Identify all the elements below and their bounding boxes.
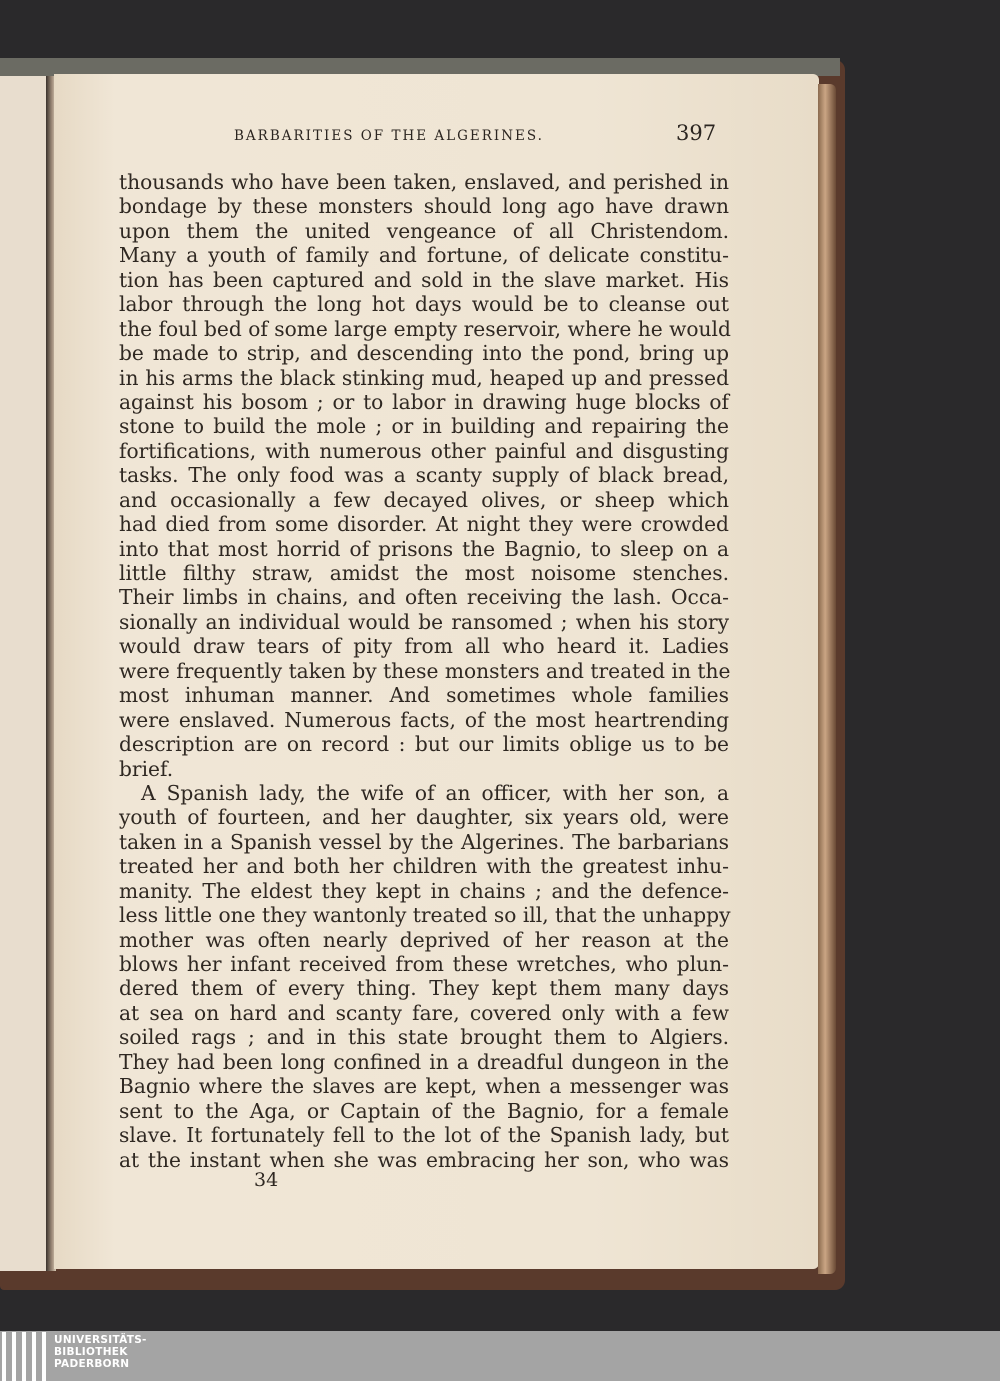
library-name-line: BIBLIOTHEK [54, 1346, 128, 1358]
text-line: Many a youth of family and fortune, of delicate constitu- [119, 243, 729, 268]
left-page-edge [0, 76, 49, 1271]
text-line: the foul bed of some large empty reservoir, where he would [119, 316, 731, 341]
text-line: manity. The eldest they kept in chains ; and the defence- [119, 878, 729, 903]
page-number: 397 [676, 121, 717, 145]
text-line: labor through the long hot days would be to cleanse out [119, 292, 729, 317]
text-line: mother was often nearly deprived of her reason at the [119, 927, 729, 952]
text-line: little filthy straw, amidst the most noisome stenches. [119, 561, 729, 585]
library-footer [0, 1331, 1000, 1381]
text-line: and occasionally a few decayed olives, or sheep which [119, 487, 729, 512]
text-line: less little one they wantonly treated so ill, that the unhappy [119, 903, 731, 928]
library-name [54, 1334, 147, 1370]
page-edges [818, 84, 836, 1274]
text-line: They had been long confined in a dreadful dungeon in the [119, 1049, 729, 1074]
running-title: BARBARITIES OF THE ALGERINES. [234, 128, 544, 144]
text-line: were enslaved. Numerous facts, of the most heartrending [119, 707, 729, 732]
text-line: sent to the Aga, or Captain of the Bagnio, for a female [119, 1098, 729, 1123]
body-text [119, 170, 729, 1172]
page-header [234, 121, 734, 148]
text-line: thousands who have been taken, enslaved, and perished in [119, 170, 729, 194]
text-line: into that most horrid of prisons the Bagnio, to sleep on a [119, 536, 729, 561]
text-line: description are on record : but our limits oblige us to be [119, 732, 729, 757]
library-name-line: PADERBORN [54, 1358, 130, 1370]
text-line: sionally an individual would be ransomed ; when his story [119, 609, 729, 634]
text-line: against his bosom ; or to labor in drawing huge blocks of [119, 389, 729, 414]
text-line: Their limbs in chains, and often receiving the lash. Occa- [119, 585, 729, 610]
text-line: stone to build the mole ; or in building and repairing the [119, 414, 729, 439]
text-line: would draw tears of pity from all who heard it. Ladies [119, 634, 729, 659]
text-line: had died from some disorder. At night they were crowded [119, 512, 729, 537]
text-line: A Spanish lady, the wife of an officer, with her son, a [141, 780, 729, 805]
text-line: upon them the united vengeance of all Christendom. [119, 218, 729, 243]
text-line: youth of fourteen, and her daughter, six years old, were [119, 805, 729, 830]
library-name-line: UNIVERSITÄTS- [54, 1334, 147, 1346]
text-line: soiled rags ; and in this state brought them to Algiers. [119, 1025, 729, 1050]
text-line: tasks. The only food was a scanty supply of black bread, [119, 463, 729, 488]
text-line: at sea on hard and scanty fare, covered only with a few [119, 1000, 729, 1025]
text-line: at the instant when she was embracing her son, who was [119, 1147, 729, 1172]
signature-mark: 34 [254, 1169, 279, 1191]
text-line: fortifications, with numerous other painful and disgusting [119, 438, 729, 463]
text-line: most inhuman manner. And sometimes whole families [119, 683, 729, 708]
text-line: brief. [119, 756, 174, 781]
text-line: treated her and both her children with the greatest inhu- [119, 854, 729, 879]
text-line: tion has been captured and sold in the slave market. His [119, 267, 729, 292]
text-line: dered them of every thing. They kept them many days [119, 976, 729, 1001]
text-line: bondage by these monsters should long ago have drawn [119, 194, 729, 219]
text-line: slave. It fortunately fell to the lot of the Spanish lady, but [119, 1123, 729, 1148]
text-line: be made to strip, and descending into the pond, bring up [119, 341, 729, 366]
text-line: Bagnio where the slaves are kept, when a messenger was [119, 1074, 729, 1099]
library-logo-icon [0, 1332, 50, 1381]
text-line: blows her infant received from these wretches, who plun- [119, 952, 729, 976]
text-line: were frequently taken by these monsters and treated in the [119, 658, 731, 683]
text-line: in his arms the black stinking mud, heaped up and pressed [119, 365, 729, 390]
text-line: taken in a Spanish vessel by the Algerines. The barbarians [119, 829, 729, 854]
